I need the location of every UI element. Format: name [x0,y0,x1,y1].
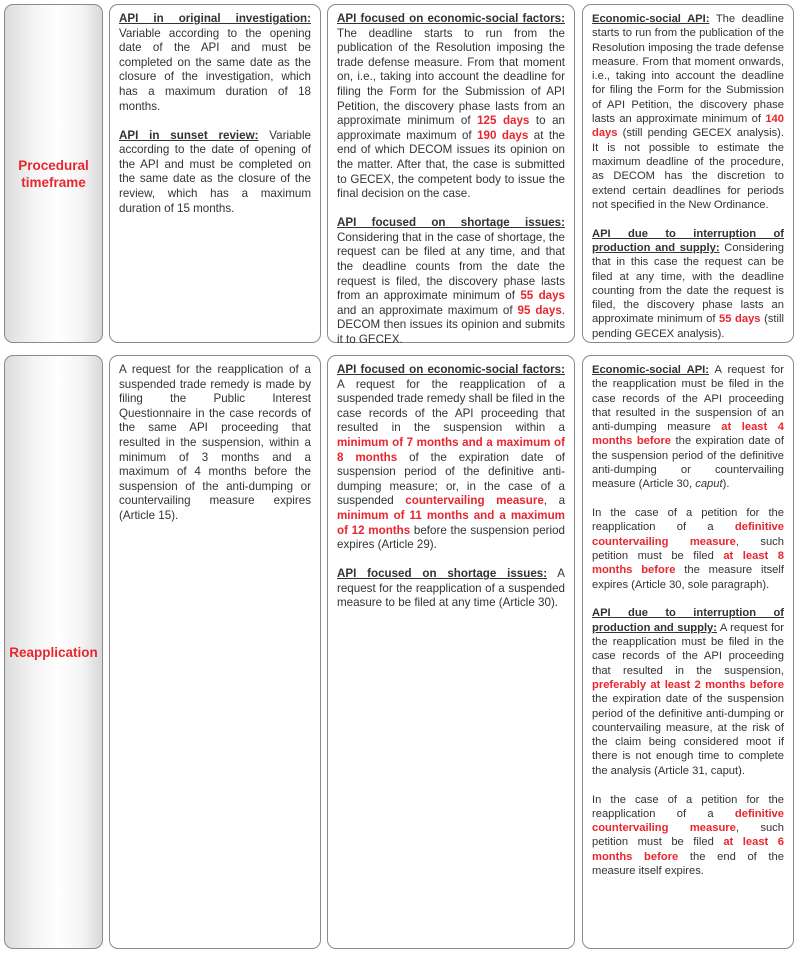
body-text: . DECOM then issues its opinion and submits it to GECEX. [337,303,566,346]
body-text: , a [543,494,566,508]
section-heading: Economic-social API: [592,364,709,376]
paragraph [337,363,565,553]
section-heading: API focused on economic-social factors: [337,363,565,376]
body-text: of the expiration date of suspension period of the definitive anti-dumping measure; or, in the case of a suspended [337,450,565,508]
section-heading: API focused on shortage issues: [337,567,548,581]
body-text: at the end of which DECOM issues its opinion on the matter. After that, the case is submitted to GECEX, the competent body to issue the final decision on the case. [337,128,566,201]
highlighted-deadline: 140 days [592,113,784,140]
section-heading: API focused on economic-social factors: [337,12,565,25]
highlighted-deadline: at least 8 months before [592,550,784,577]
body-text: the expiration date of the suspension period of the definitive anti-dumping or countervailing measure, at the risk of the claim being considered moot if there is not enough time to complete the analysis (Article 31, caput). [592,693,784,777]
paragraph [592,506,784,592]
paragraph [592,363,784,492]
body-text: ). [722,478,730,491]
body-text: the measure itself expires (Article 30, sole paragraph). [592,564,784,591]
paragraph [592,606,784,778]
reapplication-cell-economic-social-and-interruption [582,355,794,949]
paragraph [592,793,784,879]
reapplication-cell-economic-social-and-shortage [327,355,575,949]
body-text: before the suspension period expires (Article 29). [337,523,565,552]
highlighted-deadline: at least 6 months before [592,836,784,863]
highlighted-deadline: minimum of 7 months and a maximum of 8 months [337,435,565,464]
highlighted-deadline: countervailing measure [405,494,544,508]
row-label-procedural-timeframe [4,4,103,343]
body-text: In the case of a petition for the reapplication of a [592,793,784,820]
section-heading: API in sunset review: [119,128,259,142]
section-heading: API focused on shortage issues: [337,216,565,230]
section-heading: API due to interruption of production and supply: [592,607,784,634]
highlighted-deadline: 55 days [719,313,761,326]
body-text: , such petition must be filed [592,822,784,849]
highlighted-deadline: minimum of 11 months and a maximum of 12 months [337,508,565,537]
body-text: , such petition must be filed [592,535,784,563]
section-heading: Economic-social API: [592,13,710,25]
highlighted-deadline: preferably at least 2 months before [592,678,784,691]
body-text: Variable according to the opening date of the API and must be completed on the same date as the closure of the investigation, which has a maximum duration of 18 months. [119,26,311,113]
highlighted-deadline: 95 days [517,303,562,317]
procedural-cell-economic-social-and-interruption [582,4,794,343]
paragraph [337,567,565,611]
row-label-reapplication [4,355,103,949]
body-text: The deadline starts to run from the publication of the Resolution imposing the trade defense measure. From that moment on, i.e., taking into account the deadline for filing the Form for the Submission of API Petition, the discovery phase lasts from an approximate minimum of [337,26,565,128]
body-text: A request for the reapplication of a suspended trade remedy shall be filed in the case records of the API proceeding that resulted in the suspension within a [337,377,565,435]
procedural-cell-economic-social-and-shortage [327,4,575,346]
body-text: Considering that in the case of shortage, the request can be filed at any time, and that the deadline counts from the date the request is filed, the discovery phase lasts from an approximate minimum of [337,230,565,303]
paragraph [119,363,311,524]
row-label-text: Reapplication [9,644,98,660]
body-text: A request for the reapplication must be filed in the case records of the API proceeding that resulted in the suspension, [592,621,784,677]
highlighted-deadline: 190 days [477,128,529,142]
section-heading: API in original investigation: [119,12,311,25]
highlighted-deadline: definitive countervailing measure [592,521,784,548]
paragraph [119,129,311,217]
paragraph [119,12,311,114]
body-text: Considering that in this case the request can be filed at any time, with the deadline counting from the date the request is filed, the discovery phase lasts an approximate minimum of [592,241,784,326]
body-text: to an approximate maximum of [337,114,565,142]
highlighted-deadline: 125 days [477,114,530,128]
body-text: the end of the measure itself expires. [592,850,784,877]
body-text: (still pending GECEX analysis). It is not possible to estimate the maximum deadline of the procedure, as DECOM has the discretion to extend certain deadlines for periods not specified in the New Ordinance. [592,127,784,211]
row-label-text: Procedural timeframe [18,157,89,190]
paragraph [337,12,565,202]
body-text: Variable according to the date of opening of the API and must be completed on the same date as the closure of the review, which has a maximum duration of 15 months. [119,128,311,215]
body-text: The deadline starts to run from the publication of the Resolution imposing the trade defense measure. From that moment onwards, i.e., taking into account the deadline for filing the Form for the Submission of API Petition, the discovery phase lasts an approximate minimum of [592,13,784,126]
highlighted-deadline: at least 4 months before [592,421,784,448]
body-text: and an approximate maximum of [337,303,518,317]
body-text: (still pending GECEX analysis). [592,313,784,340]
body-text: A request for the reapplication must be filed in the case records of the API proceeding that resulted in the suspension of an anti-dumping measure [592,364,784,434]
body-text: In the case of a petition for the reapplication of a [592,507,784,534]
paragraph [337,216,565,347]
highlighted-deadline: 55 days [520,289,565,303]
italic-term: caput [695,478,723,491]
body-text: the expiration date of the suspension period of the definitive anti-dumping or countervailing measure (Article 30, [592,435,784,491]
highlighted-deadline: definitive countervailing measure [592,807,784,835]
body-text: A request for the reapplication of a suspended trade remedy is made by filing the Public Interest Questionnaire in the case records of the same API proceeding that resulted in the suspension, within a minimum of 3 months and a maximum of 4 months before the suspension of the anti-dumping or countervailing measure expires (Article 15). [119,363,311,522]
body-text: A request for the reapplication of a suspended measure to be filed at any time (Article 30). [337,567,565,610]
reapplication-cell-suspended-remedy [109,355,321,949]
paragraph [592,227,784,341]
paragraph [592,12,784,212]
procedural-cell-original-investigation [109,4,321,343]
section-heading: API due to interruption of production and supply: [592,227,784,254]
